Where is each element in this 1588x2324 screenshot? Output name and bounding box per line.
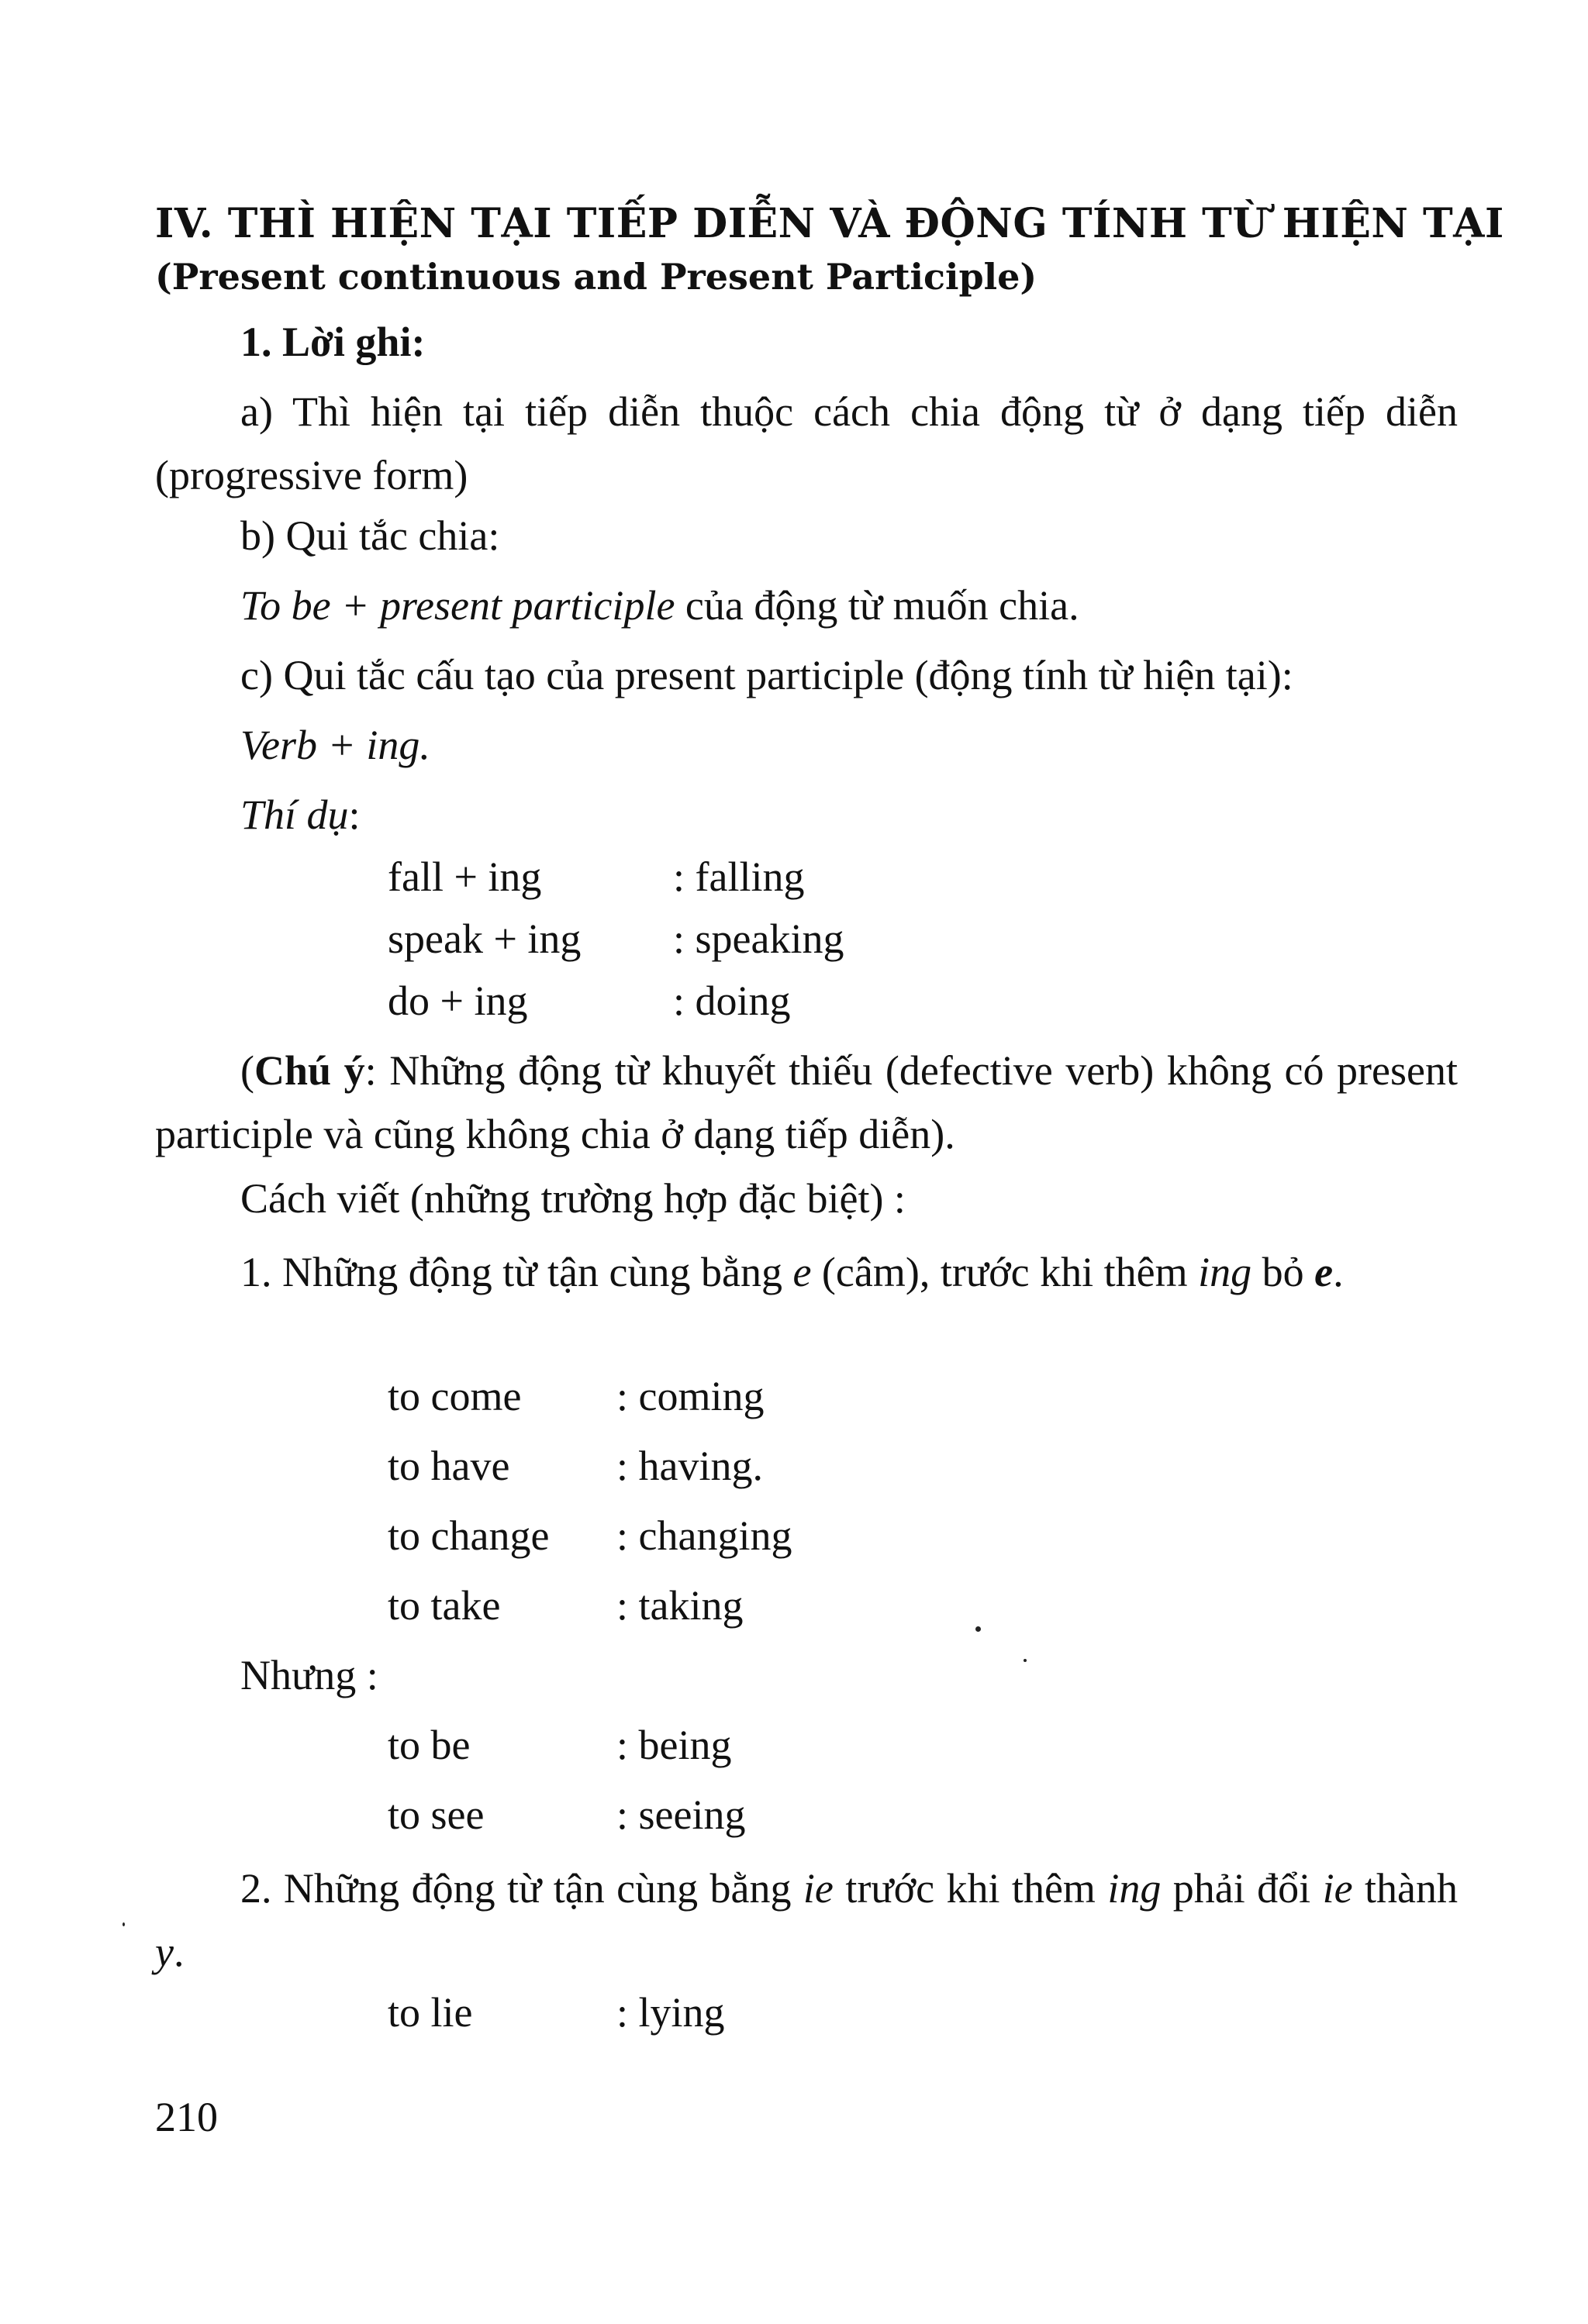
example-result: : doing [673, 978, 791, 1024]
rule2-italic-y: y [155, 1929, 174, 1975]
example-base: to change [388, 1512, 550, 1559]
paragraph-b: b) Qui tắc chia: [240, 512, 500, 559]
example-result: : coming [616, 1373, 765, 1419]
rule2-italic-ie: ie [1322, 1865, 1353, 1912]
rule1-text: 1. Những động từ tận cùng bằng [240, 1249, 793, 1295]
rule1-italic-ing: ing [1198, 1249, 1252, 1295]
example-base: to lie [388, 1989, 473, 2036]
note-open-paren: ( [240, 1047, 254, 1094]
rule1-text: (câm), trước khi thêm [811, 1249, 1199, 1295]
example-result: : seeing [616, 1791, 746, 1838]
rule2-italic-ing: ing [1107, 1865, 1162, 1912]
example-label-colon: : [348, 791, 361, 838]
print-speck [123, 1922, 125, 1926]
participle-formula: Verb + ing. [240, 722, 430, 768]
rule-formula: To be + present participle [240, 582, 675, 629]
example-base: to take [388, 1582, 501, 1629]
print-speck [1024, 1659, 1027, 1662]
example-base: to be [388, 1722, 471, 1768]
spelling-rule-2 [155, 1857, 1458, 1984]
example-result: : speaking [673, 915, 844, 962]
rule1-bold-e: e [1314, 1249, 1334, 1295]
rule1-text: . [1333, 1249, 1344, 1295]
spelling-rule-1 [155, 1240, 1458, 1304]
note-text: : Những động từ khuyết thiếu (defective verb) không có present participle và cũng không chia ở dạng tiếp diễn). [155, 1047, 1458, 1157]
example-base: speak + ing [388, 915, 582, 962]
rule2-text: thành [1352, 1865, 1458, 1912]
example-base: to have [388, 1443, 510, 1489]
print-speck [975, 1626, 981, 1632]
example-result: : having. [616, 1443, 763, 1489]
example-result: : lying [616, 1989, 725, 2036]
note-heading: 1. Lời ghi: [240, 319, 426, 365]
section-subtitle: (Present continuous and Present Participle) [155, 256, 1037, 298]
rule1-italic-e: e [792, 1249, 812, 1295]
example-result: : falling [673, 853, 805, 900]
rule2-text: . [173, 1929, 185, 1975]
spelling-intro: Cách viết (những trường hợp đặc biệt) : [240, 1175, 906, 1222]
paragraph-c: c) Qui tắc cấu tạo của present participle (động tính từ hiện tại): [240, 652, 1293, 698]
example-base: to come [388, 1373, 522, 1419]
conjugation-rule [240, 581, 1079, 629]
rule2-text: trước khi thêm [833, 1865, 1108, 1912]
note-bold-label: Chú ý [254, 1047, 365, 1094]
example-result: : taking [616, 1582, 744, 1629]
rule1-text: bỏ [1251, 1249, 1315, 1295]
section-title: IV. THÌ HIỆN TẠI TIẾP DIỄN VÀ ĐỘNG TÍNH TỪ HIỆN TẠI [155, 200, 1504, 247]
rule2-text: 2. Những động từ tận cùng bằng [240, 1865, 803, 1912]
example-base: do + ing [388, 978, 528, 1024]
rule2-italic-ie: ie [803, 1865, 834, 1912]
example-result: : being [616, 1722, 732, 1768]
example-result: : changing [616, 1512, 792, 1559]
page-number: 210 [155, 2094, 218, 2140]
exception-label: Nhưng : [240, 1652, 378, 1698]
paragraph-a: a) Thì hiện tại tiếp diễn thuộc cách chia động từ ở dạng tiếp diễn (progressive form) [155, 388, 1458, 498]
example-base: to see [388, 1791, 485, 1838]
example-base: fall + ing [388, 853, 542, 900]
note-paragraph [155, 1039, 1458, 1166]
example-label-text: Thí dụ [240, 791, 349, 838]
example-label [240, 791, 361, 839]
rule2-text: phải đổi [1161, 1865, 1323, 1912]
rule-suffix: của động từ muốn chia. [675, 582, 1079, 629]
